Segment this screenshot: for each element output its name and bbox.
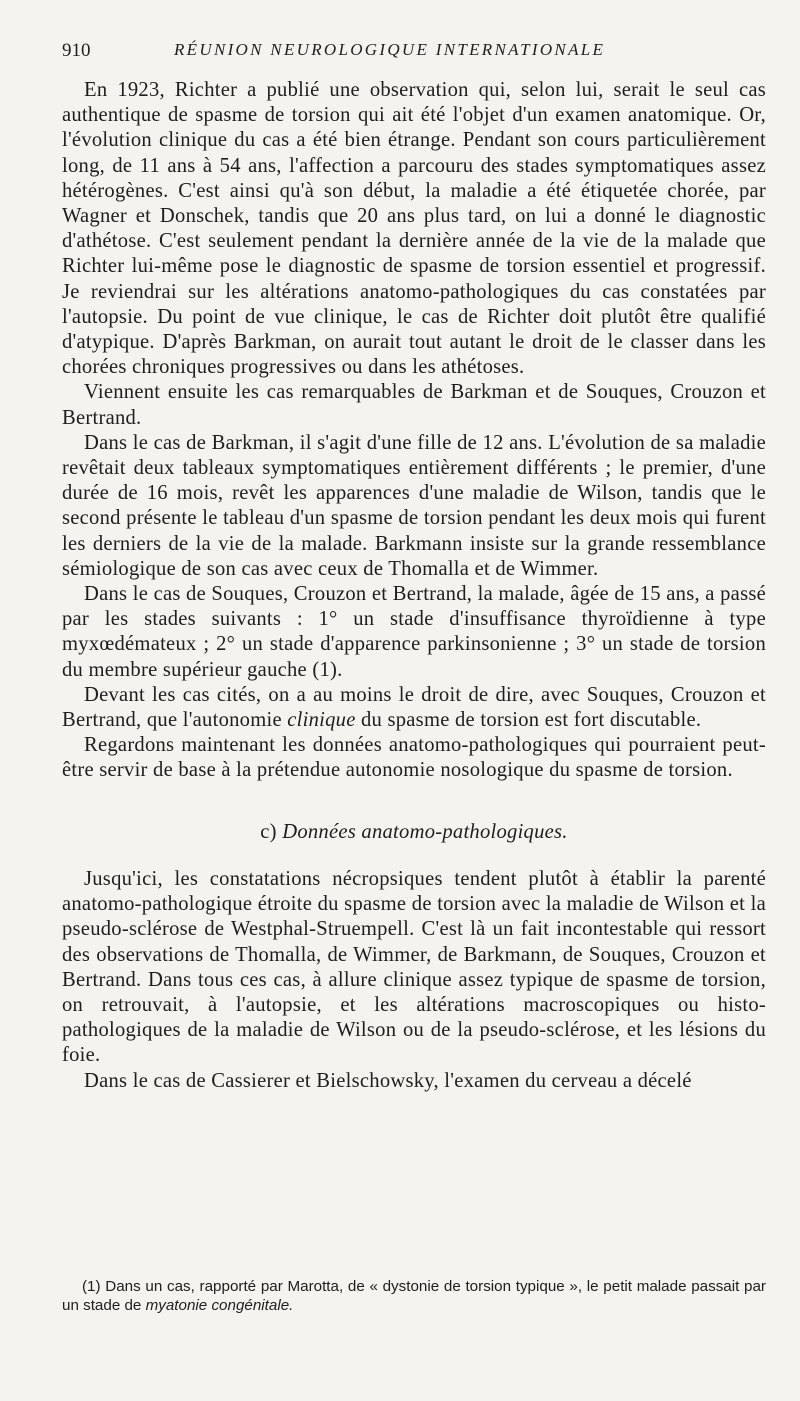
footnote-text <box>62 1277 766 1315</box>
paragraph-cases-intro: Viennent ensuite les cas remarquables de Barkman et de Souques, Crouzon et Bertrand. <box>62 381 766 429</box>
paragraph-devant <box>62 683 766 733</box>
paragraph-richter: En 1923, Richter a publié une observation qui, selon lui, serait le seul cas authentique de spasme de torsion qui ait été l'objet d'un examen anatomique. Or, l'évolution clinique du cas a été bien étrange. Pendant son cours particulièrement long, de 11 ans à 54 ans, l'affection a parcouru des stades symptomatiques assez hétérogènes. C'est ainsi qu'à son début, la maladie a été étiquetée chorée, par Wagner et Donschek, tandis que 20 ans plus tard, on lui a donné le diagnostic d'athétose. C'est seulement pendant la dernière année de la vie de la malade que Richter lui-même pose le diagnostic de spasme de torsion essentiel et progressif. Je reviendrai sur les altérations anatomo-pathologiques du cas constatées par l'autopsie. Du point de vue clinique, le cas de Richter doit plutôt être qualifié d'atypique. D'après Barkman, on aurait tout autant le droit de le classer dans les chorées chroniques progressives ou dans les athétoses. <box>62 79 766 379</box>
body-text <box>62 78 766 1094</box>
paragraph-regardons: Regardons maintenant les données anatomo-pathologiques qui pourraient peut-être servir de base à la prétendue autonomie nosologique du spasme de torsion. <box>62 734 766 782</box>
paragraph-jusquici: Jusqu'ici, les constatations nécropsiques tendent plutôt à établir la parenté anatomo-pathologique étroite du spasme de torsion avec la maladie de Wilson et la pseudo-sclérose de Westphal-Struempell. C'est là un fait incontestable qui ressort des observations de Thomalla, de Wimmer, de Barkmann, de Souques, Crouzon et Bertrand. Dans tous ces cas, à allure clinique assez typique de spasme de torsion, on retrouvait, à l'autopsie, et les altérations macroscopiques ou histo-pathologiques de la maladie de Wilson ou de la pseudo-sclérose, et les lésions du foie. <box>62 867 766 1067</box>
paragraph-devant-before: Devant les cas cités, on a au moins le droit de dire, avec Souques, Crouzon et Bertrand, que l'autonomie <box>62 683 766 732</box>
paragraph-souques: Dans le cas de Souques, Crouzon et Bertrand, la malade, âgée de 15 ans, a passé par les stades suivants : 1° un stade d'insuffisance thyroïdienne à type myxœdémateux ; 2° un stade d'apparence parkinsonienne ; 3° un stade de torsion du membre supérieur gauche (1). <box>62 583 766 681</box>
paragraph-barkman: Dans le cas de Barkman, il s'agit d'une fille de 12 ans. L'évolution de sa maladie revêtait deux tableaux symptomatiques entièrement différents ; le premier, d'une durée de 16 mois, revêt les apparences d'une maladie de Wilson, tandis que le second présente le tableau d'un spasme de torsion pendant les deux mois qui furent les derniers de la vie de la malade. Barkmann insiste sur la grande ressemblance sémiologique de son cas avec ceux de Thomalla et de Wimmer. <box>62 431 766 580</box>
paragraph-cassierer: Dans le cas de Cassierer et Bielschowsky, l'examen du cerveau a décelé <box>84 1069 692 1092</box>
footnote-before: (1) Dans un cas, rapporté par Marotta, de « dystonie de torsion typique », le petit malade passait par un stade de <box>62 1278 766 1314</box>
running-title: RÉUNION NEUROLOGIQUE INTERNATIONALE <box>174 40 606 59</box>
footnote-emphasis: myatonie congénitale. <box>145 1297 294 1314</box>
section-title: Données anatomo-pathologiques. <box>282 820 568 843</box>
page-header <box>62 40 762 70</box>
paragraph-devant-emphasis: clinique <box>287 709 356 732</box>
section-number: c) <box>260 820 277 843</box>
footnote <box>62 1277 766 1315</box>
paragraph-devant-after: du spasme de torsion est fort discutable. <box>355 709 702 732</box>
section-heading <box>62 820 766 845</box>
page-number: 910 <box>62 40 91 61</box>
